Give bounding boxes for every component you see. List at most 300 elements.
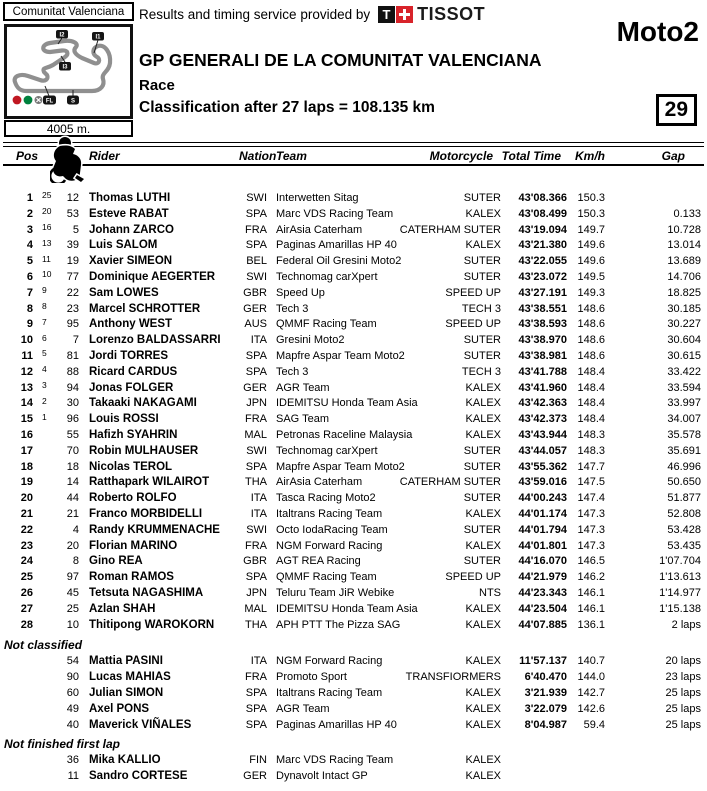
rider-name: Jonas FOLGER	[89, 381, 174, 394]
kmh-value: 148.4	[577, 397, 605, 410]
motorcycle-make: SUTER	[463, 270, 501, 283]
table-row	[0, 286, 707, 302]
nation-value: FRA	[245, 413, 267, 426]
team-name: APH PTT The Pizza SAG	[276, 618, 401, 631]
team-name: Gresini Moto2	[276, 334, 345, 347]
team-name: Tech 3	[276, 365, 309, 378]
marker-fl: FL	[45, 98, 54, 105]
team-name: AGT REA Racing	[276, 555, 361, 568]
motorcycle-make: CATERHAM SUTER	[399, 223, 501, 236]
gap-value: 2 laps	[671, 618, 701, 631]
table-row	[0, 444, 707, 460]
rider-name: Gino REA	[89, 555, 143, 568]
total-time-value: 43'44.057	[518, 444, 567, 457]
motorcycle-rider-icon	[50, 135, 88, 183]
table-row	[0, 270, 707, 286]
team-name: Speed Up	[276, 286, 325, 299]
not-finished-rows	[0, 753, 707, 785]
gap-value: 46.996	[667, 460, 701, 473]
points-value: 11	[42, 253, 51, 264]
motorcycle-make: KALEX	[465, 428, 501, 441]
classification-line: Classification after 27 laps = 108.135 km	[139, 99, 435, 116]
total-time-value: 43'38.593	[518, 318, 567, 331]
category-label: Moto2	[616, 16, 699, 47]
swiss-cross-icon	[396, 6, 413, 23]
nation-value: FIN	[249, 754, 267, 767]
table-row	[0, 586, 707, 602]
rider-name: Nicolas TEROL	[89, 460, 173, 473]
rider-name: Maverick VIÑALES	[89, 718, 192, 731]
motorcycle-make: SUTER	[463, 555, 501, 568]
gap-value: 52.808	[667, 507, 701, 520]
rider-name: Julian SIMON	[89, 686, 164, 699]
table-row	[0, 460, 707, 476]
not-classified-rows	[0, 654, 707, 733]
rider-name: Luis SALOM	[89, 239, 158, 252]
table-row	[0, 523, 707, 539]
nation-value: SPA	[245, 349, 267, 362]
gap-value: 35.578	[667, 428, 701, 441]
points-value: 4	[42, 364, 47, 375]
rider-number: 53	[66, 207, 79, 220]
nation-value: FRA	[245, 539, 267, 552]
rider-number: 22	[66, 286, 79, 299]
table-row	[0, 686, 707, 702]
team-name: IDEMITSU Honda Team Asia	[276, 397, 418, 410]
kmh-value: 59.4	[583, 718, 605, 731]
team-name: Paginas Amarillas HP 40	[276, 239, 397, 252]
kmh-value: 148.6	[577, 302, 605, 315]
gap-value: 33.594	[667, 381, 701, 394]
team-name: Italtrans Racing Team	[276, 507, 383, 520]
rider-name: Roberto ROLFO	[89, 492, 177, 505]
kmh-value: 142.6	[577, 702, 605, 715]
nation-value: MAL	[244, 428, 267, 441]
total-time-value: 6'40.470	[524, 671, 567, 684]
points-value: 20	[42, 206, 52, 217]
rider-number: 12	[66, 192, 79, 204]
points-value: 9	[42, 285, 47, 296]
gap-value: 30.615	[667, 349, 701, 362]
rider-number: 19	[66, 255, 79, 268]
motorcycle-make: KALEX	[465, 618, 501, 631]
table-row	[0, 381, 707, 397]
position-value: 18	[20, 460, 33, 473]
rider-name: Randy KRUMMENACHE	[89, 523, 220, 536]
motorcycle-make: TRANSFIORMERS	[405, 671, 501, 684]
motorcycle-make: KALEX	[465, 413, 501, 426]
motorcycle-make: KALEX	[465, 718, 501, 731]
col-header-pos: Pos	[16, 148, 39, 163]
position-value: 25	[20, 571, 33, 584]
total-time-value: 3'22.079	[524, 702, 567, 715]
gap-value: 1'15.138	[659, 602, 701, 615]
total-time-value: 43'41.960	[518, 381, 567, 394]
team-name: QMMF Racing Team	[276, 571, 377, 584]
total-time-value: 43'42.373	[518, 413, 567, 426]
kmh-value: 149.3	[577, 286, 605, 299]
motorcycle-make: KALEX	[465, 686, 501, 699]
col-header-nation: Nation	[239, 148, 277, 163]
table-row	[0, 475, 707, 491]
gap-value: 30.185	[667, 302, 701, 315]
points-value: 2	[42, 395, 47, 406]
position-value: 2	[26, 207, 33, 220]
team-name: Tasca Racing Moto2	[276, 492, 376, 505]
position-value: 1	[26, 192, 33, 204]
nation-value: THA	[245, 618, 267, 631]
kmh-value: 147.5	[577, 476, 605, 489]
table-row	[0, 718, 707, 734]
table-row	[0, 396, 707, 412]
position-value: 10	[20, 334, 33, 347]
motorcycle-make: SUTER	[463, 349, 501, 362]
motorcycle-make: SUTER	[463, 523, 501, 536]
team-name: Petronas Raceline Malaysia	[276, 428, 413, 441]
rider-number: 21	[66, 507, 79, 520]
total-time-value: 43'55.362	[518, 460, 567, 473]
rider-name: Anthony WEST	[89, 318, 173, 331]
results-table	[0, 142, 707, 785]
gap-value: 30.604	[667, 334, 701, 347]
team-name: IDEMITSU Honda Team Asia	[276, 602, 418, 615]
tissot-t-icon	[378, 6, 395, 23]
rider-number: 8	[72, 555, 79, 568]
provided-by-text: Results and timing service provided by	[139, 6, 371, 22]
total-time-value: 44'00.243	[518, 492, 567, 505]
rider-number: 95	[66, 318, 79, 331]
table-row	[0, 207, 707, 223]
nation-value: ITA	[250, 507, 267, 520]
classified-rows	[0, 191, 707, 633]
nation-value: SWI	[246, 444, 267, 457]
nation-value: SPA	[245, 239, 267, 252]
gap-value: 0.133	[673, 207, 701, 220]
rider-number: 7	[72, 334, 79, 347]
kmh-value: 140.7	[577, 655, 605, 668]
gap-value: 20 laps	[665, 655, 701, 668]
rider-number: 54	[66, 655, 79, 668]
rider-number: 94	[66, 381, 79, 394]
tissot-brand: TISSOT	[417, 3, 486, 24]
position-value: 21	[20, 507, 33, 520]
col-header-total-time: Total Time	[501, 148, 561, 163]
kmh-value: 146.1	[577, 602, 605, 615]
header-rule-bottom	[3, 164, 704, 166]
nation-value: AUS	[244, 318, 267, 331]
gap-value: 18.825	[667, 286, 701, 299]
col-header-motorcycle: Motorcycle	[429, 148, 493, 163]
marker-s: S	[70, 98, 76, 105]
rider-number: 49	[66, 702, 79, 715]
table-row	[0, 238, 707, 254]
rider-number: 30	[66, 397, 79, 410]
gap-value: 23 laps	[665, 671, 701, 684]
kmh-value: 149.7	[577, 223, 605, 236]
table-row	[0, 317, 707, 333]
gap-value: 53.435	[667, 539, 701, 552]
tissot-logo	[378, 4, 485, 25]
motorcycle-make: KALEX	[465, 397, 501, 410]
kmh-value: 147.4	[577, 492, 605, 505]
motorcycle-make: SUTER	[463, 255, 501, 268]
table-row	[0, 602, 707, 618]
rider-name: Thomas LUTHI	[89, 192, 171, 204]
nation-value: SPA	[245, 686, 267, 699]
gap-value: 13.689	[667, 255, 701, 268]
nation-value: SWI	[246, 270, 267, 283]
position-value: 7	[26, 286, 33, 299]
team-name: Promoto Sport	[276, 671, 347, 684]
position-value: 28	[20, 618, 33, 631]
nation-value: ITA	[250, 334, 267, 347]
position-value: 6	[26, 270, 33, 283]
nation-value: GBR	[243, 286, 267, 299]
kmh-value: 148.4	[577, 413, 605, 426]
nation-value: JPN	[246, 397, 267, 410]
nation-value: SWI	[246, 523, 267, 536]
nation-value: MAL	[244, 602, 267, 615]
position-value: 24	[20, 555, 33, 568]
rider-name: Sandro CORTESE	[89, 770, 188, 783]
gap-value: 35.691	[667, 444, 701, 457]
rider-number: 4	[72, 523, 79, 536]
nation-value: THA	[245, 476, 267, 489]
not-finished-label: Not finished first lap	[4, 737, 121, 752]
table-row	[0, 365, 707, 381]
points-value: 13	[42, 237, 52, 248]
rider-name: Esteve RABAT	[89, 207, 169, 220]
motorcycle-make: SPEED UP	[445, 286, 501, 299]
total-time-value: 43'08.366	[518, 192, 567, 204]
rider-name: Ratthapark WILAIROT	[89, 476, 210, 489]
rider-name: Ricard CARDUS	[89, 365, 178, 378]
not-classified-label: Not classified	[4, 638, 83, 653]
kmh-value: 149.5	[577, 270, 605, 283]
rider-number: 60	[66, 686, 79, 699]
table-row	[0, 753, 707, 769]
total-time-value: 43'59.016	[518, 476, 567, 489]
motorcycle-make: TECH 3	[461, 302, 501, 315]
kmh-value: 148.4	[577, 365, 605, 378]
team-name: Marc VDS Racing Team	[276, 754, 394, 767]
rider-name: Roman RAMOS	[89, 571, 174, 584]
position-value: 13	[20, 381, 33, 394]
total-time-value: 43'27.191	[518, 286, 567, 299]
total-time-value: 43'38.981	[518, 349, 567, 362]
team-name: AirAsia Caterham	[276, 476, 363, 489]
motorcycle-make: SUTER	[463, 444, 501, 457]
nation-value: JPN	[246, 586, 267, 599]
table-row	[0, 670, 707, 686]
kmh-value: 148.4	[577, 381, 605, 394]
session-label: Race	[139, 77, 175, 94]
rider-name: Jordi TORRES	[89, 349, 169, 362]
total-time-value: 44'16.070	[518, 555, 567, 568]
position-value: 15	[20, 413, 33, 426]
crossed-light-icon	[35, 96, 43, 104]
rider-name: Sam LOWES	[89, 286, 159, 299]
nation-value: SPA	[245, 207, 267, 220]
col-header-rider: Rider	[89, 148, 120, 163]
gap-value: 1'14.977	[659, 586, 701, 599]
points-value: 7	[42, 316, 47, 327]
motorcycle-make: KALEX	[465, 507, 501, 520]
rider-number: 45	[66, 586, 79, 599]
total-time-value: 8'04.987	[524, 718, 567, 731]
nation-value: SPA	[245, 460, 267, 473]
rider-number: 25	[66, 602, 79, 615]
nation-value: SPA	[245, 365, 267, 378]
nation-value: SWI	[246, 192, 267, 204]
timing-service-line	[139, 4, 485, 24]
points-value: 25	[42, 190, 52, 201]
rider-number: 14	[66, 476, 79, 489]
kmh-value: 150.3	[577, 192, 605, 204]
points-value: 16	[42, 221, 52, 232]
rider-name: Dominique AEGERTER	[89, 270, 216, 283]
rider-number: 40	[66, 718, 79, 731]
motorcycle-make: SUTER	[463, 334, 501, 347]
page-number: 29	[656, 94, 697, 126]
table-row	[0, 507, 707, 523]
rider-name: Mika KALLIO	[89, 754, 161, 767]
total-time-value: 44'01.801	[518, 539, 567, 552]
track-map	[4, 24, 133, 119]
kmh-value: 144.0	[577, 671, 605, 684]
points-value: 1	[42, 411, 47, 422]
team-name: Federal Oil Gresini Moto2	[276, 255, 402, 268]
gap-value: 51.877	[667, 492, 701, 505]
total-time-value: 44'07.885	[518, 618, 567, 631]
position-value: 12	[20, 365, 33, 378]
gap-value: 14.706	[667, 270, 701, 283]
kmh-value: 148.6	[577, 334, 605, 347]
total-time-value: 43'21.380	[518, 239, 567, 252]
total-time-value: 43'43.944	[518, 428, 567, 441]
position-value: 5	[26, 255, 33, 268]
kmh-value: 146.5	[577, 555, 605, 568]
gap-value: 25 laps	[665, 702, 701, 715]
total-time-value: 43'42.363	[518, 397, 567, 410]
track-map-svg	[7, 27, 130, 116]
rider-number: 36	[66, 754, 79, 767]
rider-number: 70	[66, 444, 79, 457]
table-row	[0, 618, 707, 634]
rider-number: 90	[66, 671, 79, 684]
rider-name: Thitipong WAROKORN	[89, 618, 215, 631]
points-value: 8	[42, 300, 47, 311]
total-time-value: 43'19.094	[518, 223, 567, 236]
team-name: Italtrans Racing Team	[276, 686, 383, 699]
points-value: 10	[42, 269, 52, 280]
team-name: Technomag carXpert	[276, 444, 378, 457]
rider-number: 55	[66, 428, 79, 441]
rider-number: 44	[66, 492, 79, 505]
team-name: Tech 3	[276, 302, 309, 315]
nation-value: GBR	[243, 555, 267, 568]
position-value: 3	[26, 223, 33, 236]
col-header-kmh: Km/h	[575, 148, 605, 163]
rider-number: 77	[66, 270, 79, 283]
position-value: 11	[21, 349, 33, 362]
gap-value: 34.007	[667, 413, 701, 426]
table-row	[0, 702, 707, 718]
total-time-value: 43'38.551	[518, 302, 567, 315]
total-time-value: 44'23.504	[518, 602, 567, 615]
rider-name: Louis ROSSI	[89, 413, 159, 426]
marker-i3: I3	[62, 64, 68, 71]
total-time-value: 3'21.939	[524, 686, 567, 699]
rider-number: 88	[66, 365, 79, 378]
points-value: 3	[42, 379, 47, 390]
team-name: Technomag carXpert	[276, 270, 378, 283]
total-time-value: 43'22.055	[518, 255, 567, 268]
rider-name: Florian MARINO	[89, 539, 178, 552]
motorcycle-make: KALEX	[465, 770, 501, 783]
rider-number: 18	[66, 460, 79, 473]
team-name: AirAsia Caterham	[276, 223, 363, 236]
gap-value: 33.997	[667, 397, 701, 410]
total-time-value: 43'38.970	[518, 334, 567, 347]
rider-number: 81	[66, 349, 79, 362]
rider-number: 23	[66, 302, 79, 315]
kmh-value: 148.6	[577, 318, 605, 331]
team-name: QMMF Racing Team	[276, 318, 377, 331]
kmh-value: 136.1	[577, 618, 605, 631]
nation-value: GER	[243, 770, 267, 783]
motorcycle-make: KALEX	[465, 754, 501, 767]
table-row	[0, 412, 707, 428]
total-time-value: 44'23.343	[518, 586, 567, 599]
rider-number: 10	[66, 618, 79, 631]
motorcycle-make: SUTER	[463, 460, 501, 473]
position-value: 4	[26, 239, 33, 252]
motorcycle-make: SPEED UP	[445, 571, 501, 584]
nation-value: ITA	[250, 492, 267, 505]
nation-value: ITA	[250, 655, 267, 668]
rider-name: Azlan SHAH	[89, 602, 156, 615]
gap-value: 25 laps	[665, 718, 701, 731]
team-name: Interwetten Sitag	[276, 192, 359, 204]
marker-i2: I2	[59, 32, 65, 39]
nation-value: GER	[243, 381, 267, 394]
rider-name: Lorenzo BALDASSARRI	[89, 334, 221, 347]
table-row	[0, 570, 707, 586]
track-length: 4005 m.	[46, 121, 91, 136]
team-name: AGR Team	[276, 381, 330, 394]
nation-value: SPA	[245, 571, 267, 584]
event-title: GP GENERALI DE LA COMUNITAT VALENCIANA	[139, 50, 542, 70]
kmh-value: 148.3	[577, 444, 605, 457]
nation-value: FRA	[245, 223, 267, 236]
team-name: Mapfre Aspar Team Moto2	[276, 349, 405, 362]
nation-value: SPA	[245, 702, 267, 715]
gap-value: 53.428	[667, 523, 701, 536]
table-row	[0, 554, 707, 570]
region-label-box	[3, 2, 134, 21]
kmh-value: 148.3	[577, 428, 605, 441]
motorcycle-make: SPEED UP	[445, 318, 501, 331]
table-row	[0, 302, 707, 318]
table-row	[0, 539, 707, 555]
nation-value: BEL	[246, 255, 267, 268]
team-name: AGR Team	[276, 702, 330, 715]
rider-name: Mattia PASINI	[89, 655, 163, 668]
rider-name: Hafizh SYAHRIN	[89, 428, 178, 441]
position-value: 19	[20, 476, 33, 489]
green-light-icon	[24, 96, 33, 105]
